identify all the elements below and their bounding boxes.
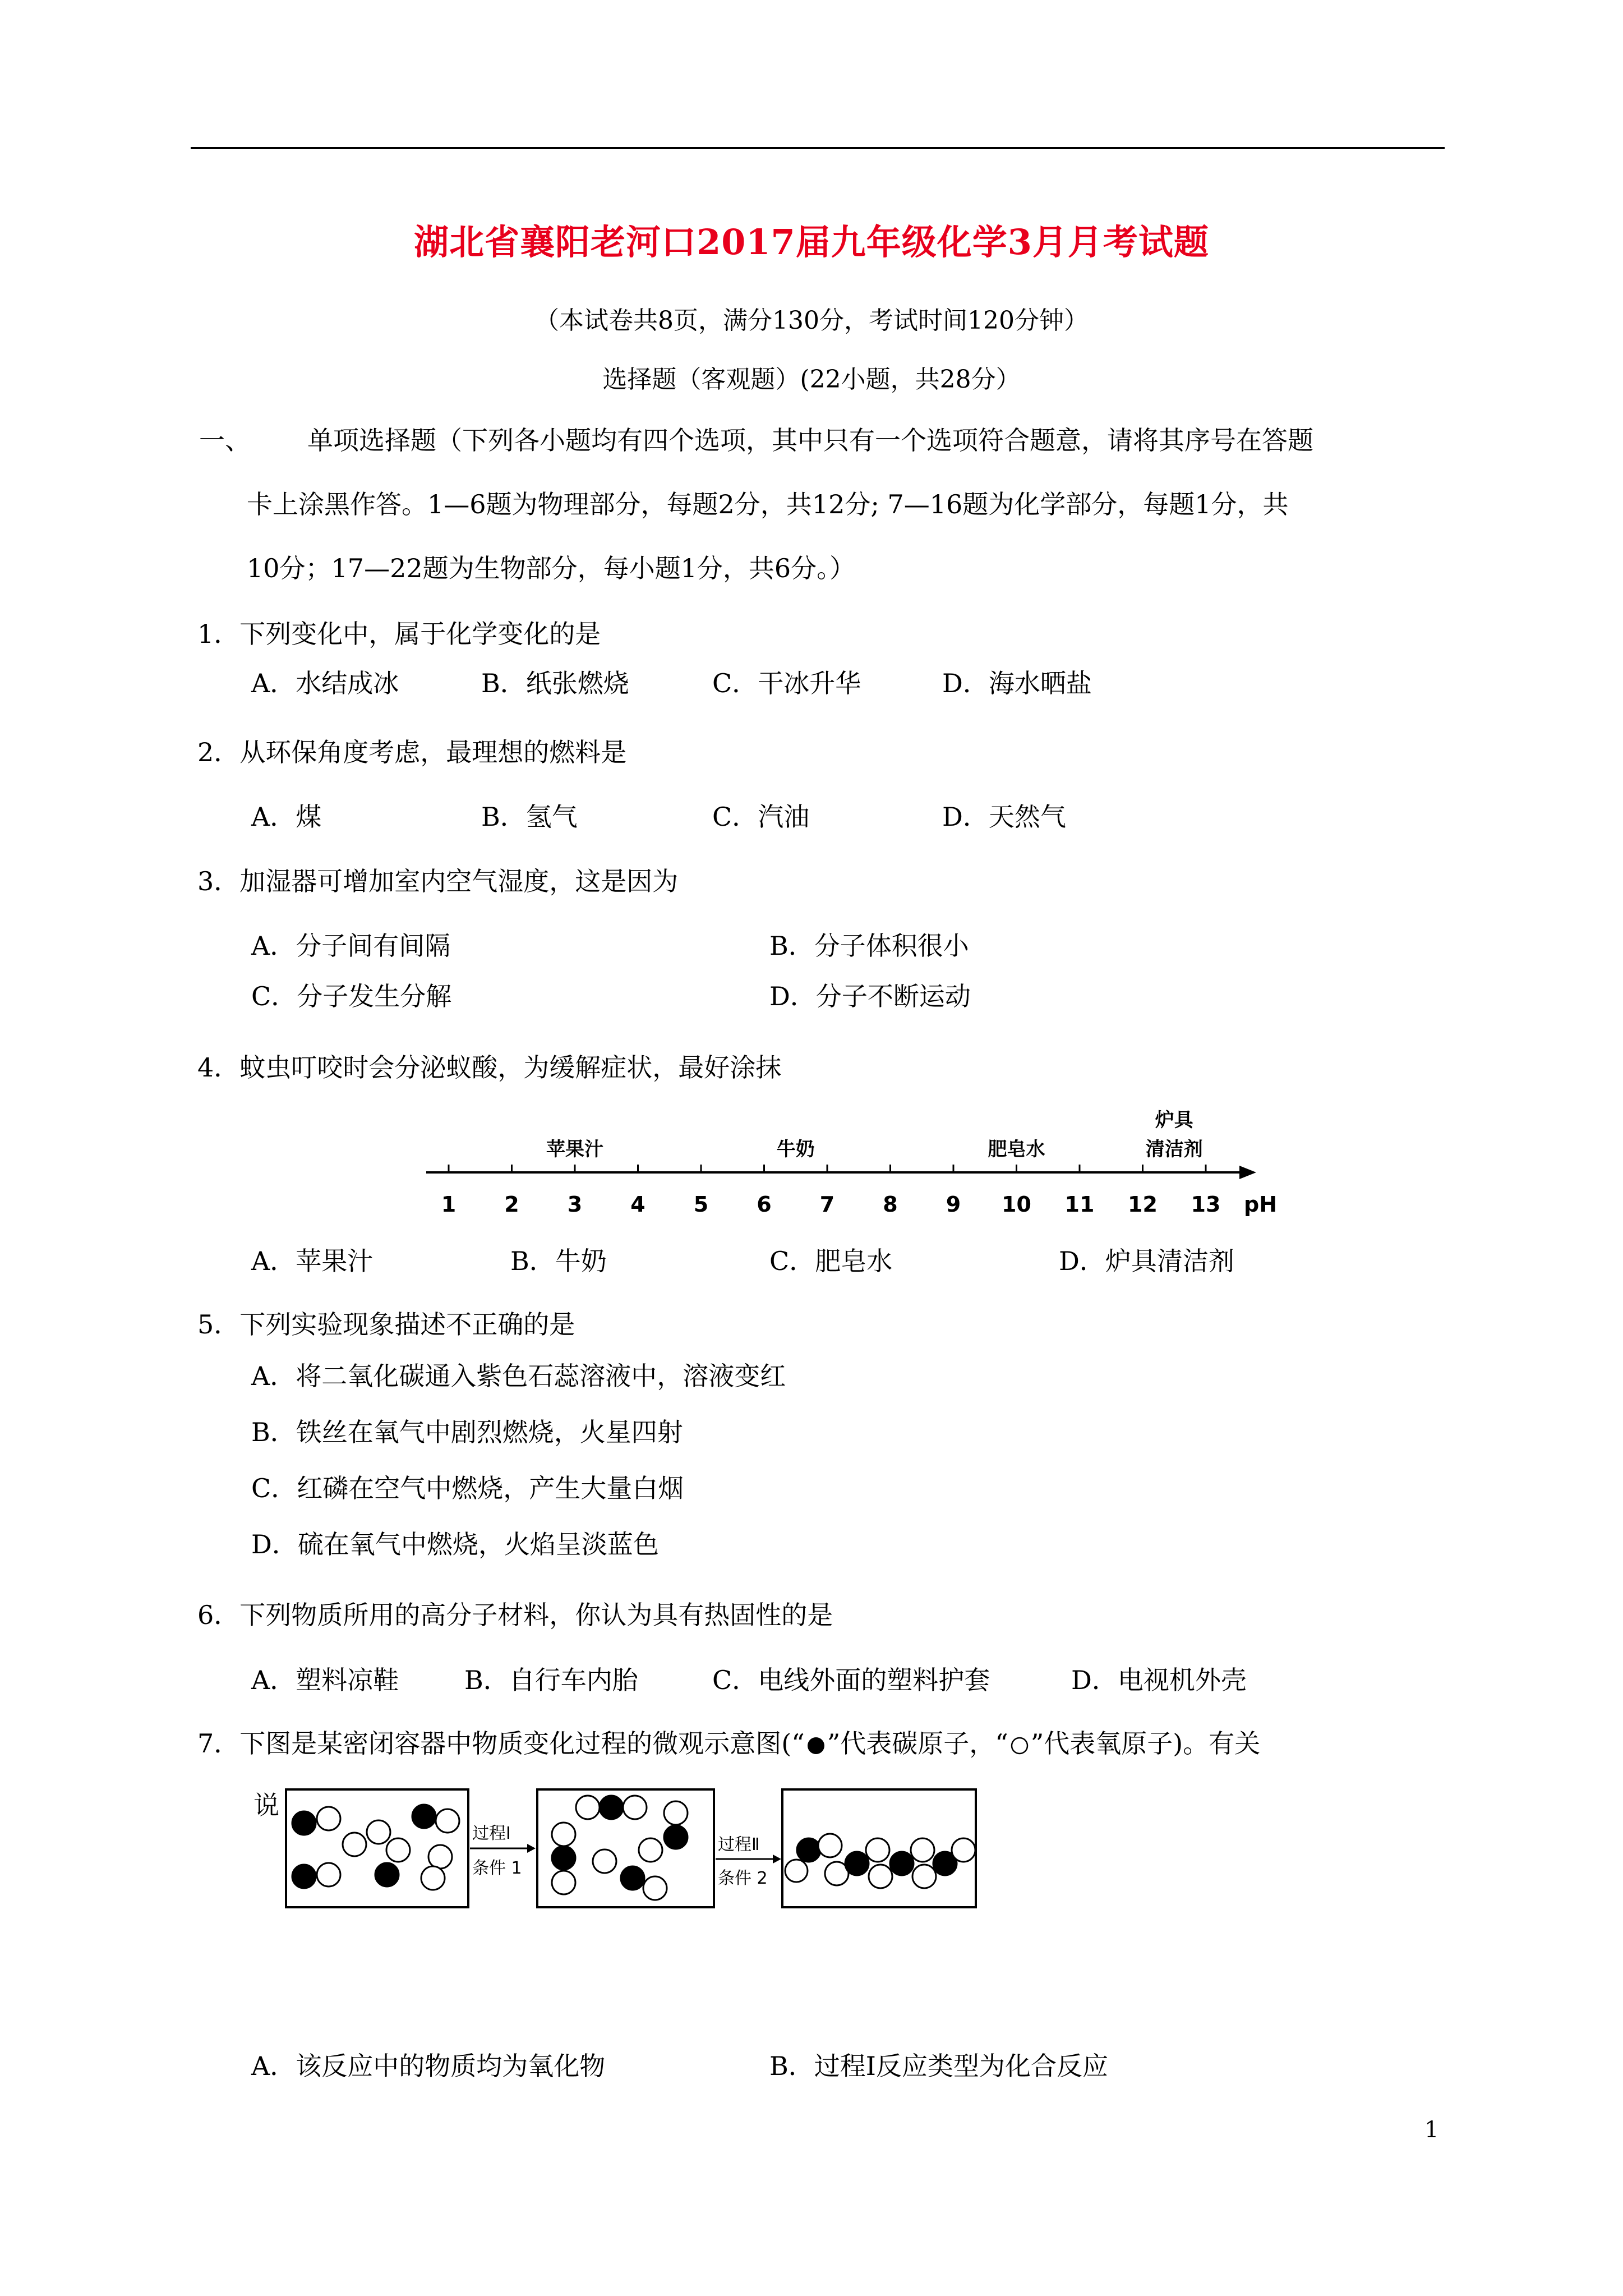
question-1-stem: 1．下列变化中，属于化学变化的是	[197, 619, 601, 649]
carbon-atom	[797, 1838, 820, 1862]
ph-tick-label: 8	[883, 1192, 898, 1217]
oxygen-atom	[343, 1833, 366, 1856]
section-heading: 选择题（客观题）(22小题，共28分）	[602, 365, 1021, 394]
oxygen-atom	[317, 1807, 340, 1830]
oxygen-atom	[912, 1865, 936, 1888]
question-2-option-c: C．汽油	[712, 802, 810, 832]
question-7-stem-continuation: 说	[253, 1790, 279, 1820]
question-6-stem: 6．下列物质所用的高分子材料，你认为具有热固性的是	[197, 1600, 833, 1630]
process-1-label: 过程Ⅰ	[472, 1824, 511, 1843]
oxygen-atom	[952, 1838, 975, 1862]
question-5-stem: 5．下列实验现象描述不正确的是	[197, 1309, 575, 1340]
carbon-atom	[552, 1846, 575, 1870]
page-number: 1	[1424, 2117, 1439, 2143]
oxygen-atom	[421, 1866, 445, 1890]
question-2-option-d: D．天然气	[942, 802, 1066, 832]
carbon-atom	[292, 1865, 316, 1888]
oxygen-atom	[639, 1838, 662, 1862]
ph-tick-label: 10	[1002, 1192, 1031, 1217]
oxygen-atom-icon	[1008, 1731, 1031, 1756]
exam-info: （本试卷共8页，满分130分，考试时间120分钟）	[534, 306, 1089, 335]
page-title: 湖北省襄阳老河口2017届九年级化学3月月考试题	[414, 222, 1209, 263]
oxygen-atom	[317, 1863, 340, 1887]
ph-substance-label: 肥皂水	[988, 1138, 1045, 1161]
question-4-option-c: C．肥皂水	[769, 1246, 893, 1276]
oxygen-atom	[664, 1801, 688, 1825]
oxygen-atom	[367, 1820, 390, 1844]
ph-tick-label: 11	[1064, 1192, 1095, 1217]
question-5-option-c: C．红磷在空气中燃烧，产生大量白烟	[251, 1473, 684, 1503]
oxygen-atom	[552, 1823, 575, 1846]
carbon-atom	[890, 1852, 914, 1875]
question-3-option-c: C．分子发生分解	[251, 981, 452, 1011]
ph-tick-label: 13	[1191, 1192, 1221, 1217]
ph-tick-label: 12	[1128, 1192, 1158, 1217]
question-3-option-d: D．分子不断运动	[769, 981, 971, 1011]
oxygen-atom	[593, 1849, 616, 1873]
oxygen-atom	[818, 1834, 842, 1857]
oxygen-atom	[576, 1796, 600, 1819]
ph-tick-label: 9	[946, 1192, 961, 1217]
question-4-option-b: B．牛奶	[510, 1246, 607, 1276]
question-7-stem-part-2: ”代表碳原子，“	[827, 1728, 1008, 1759]
oxygen-atom	[785, 1860, 808, 1882]
ph-substance-label: 牛奶	[776, 1138, 815, 1161]
oxygen-atom	[866, 1838, 889, 1862]
ph-tick-label: 5	[693, 1192, 709, 1217]
process-2-arrowhead	[773, 1855, 781, 1864]
question-5-option-a: A．将二氧化碳通入紫色石蕊溶液中，溶液变红	[251, 1361, 786, 1391]
oxygen-atom	[428, 1845, 452, 1869]
question-4-stem: 4．蚊虫叮咬时会分泌蚁酸，为缓解症状，最好涂抹	[197, 1052, 782, 1083]
carbon-atom	[375, 1863, 399, 1887]
question-5-option-d: D．硫在氧气中燃烧，火焰呈淡蓝色	[251, 1529, 659, 1559]
condition-2-label: 条件 2	[718, 1869, 768, 1888]
oxygen-atom	[911, 1838, 934, 1862]
question-6-option-a: A．塑料凉鞋	[251, 1665, 399, 1695]
question-6-option-c: C．电线外面的塑料护套	[712, 1665, 990, 1695]
ph-tick-label: 2	[504, 1192, 519, 1217]
ph-tick-label: 7	[819, 1192, 835, 1217]
carbon-atom	[600, 1796, 623, 1819]
question-4-option-a: A．苹果汁	[251, 1246, 374, 1276]
carbon-atom	[621, 1866, 644, 1890]
question-7-option-b: B．过程Ⅰ反应类型为化合反应	[769, 2051, 1108, 2081]
reaction-diagram	[280, 1778, 981, 1913]
question-1-option-a: A．水结成冰	[251, 668, 399, 698]
ph-substance-label: 苹果汁	[546, 1138, 603, 1161]
ph-scale-diagram	[415, 1099, 1279, 1223]
question-1-option-d: D．海水晒盐	[942, 668, 1092, 698]
question-3-option-a: A．分子间有间隔	[251, 931, 451, 961]
ph-substance-label: 炉具	[1155, 1109, 1193, 1131]
ph-tick-label: 4	[630, 1192, 645, 1217]
condition-1-label: 条件 1	[472, 1858, 522, 1878]
process-2-label: 过程Ⅱ	[718, 1835, 760, 1855]
oxygen-atom	[386, 1838, 410, 1862]
section-marker: 一、	[199, 425, 251, 455]
question-6-option-d: D．电视机外壳	[1071, 1665, 1247, 1695]
header-rule	[191, 147, 1445, 149]
oxygen-atom	[623, 1796, 647, 1819]
question-2-option-a: A．煤	[251, 802, 322, 832]
carbon-atom	[412, 1805, 436, 1828]
question-5-option-b: B．铁丝在氧气中剧烈燃烧，火星四射	[251, 1417, 683, 1447]
oxygen-atom	[552, 1871, 575, 1894]
question-7-stem-part-3: ”代表氧原子)。有关	[1030, 1728, 1261, 1759]
question-3-option-b: B．分子体积很小	[769, 931, 969, 961]
oxygen-atom	[643, 1876, 667, 1900]
ph-axis-label: pH	[1244, 1192, 1278, 1217]
question-1-option-c: C．干冰升华	[712, 668, 861, 698]
ph-tick-label: 1	[441, 1192, 457, 1217]
question-3-stem: 3．加湿器可增加室内空气湿度，这是因为	[197, 866, 679, 896]
ph-axis-arrow	[1239, 1166, 1256, 1179]
question-7-stem	[197, 1728, 1261, 1759]
question-1-option-b: B．纸张燃烧	[481, 668, 629, 698]
instruction-line-2: 卡上涂黑作答。1—6题为物理部分，每题2分，共12分; 7—16题为化学部分，每题1分，共	[247, 489, 1289, 519]
question-2-option-b: B．氢气	[481, 802, 578, 832]
instruction-line-1: 单项选择题（下列各小题均有四个选项，其中只有一个选项符合题意，请将其序号在答题	[307, 425, 1313, 455]
oxygen-atom	[436, 1809, 459, 1833]
instruction-line-3: 10分；17—22题为生物部分，每小题1分，共6分。）	[247, 553, 856, 583]
question-2-stem: 2．从环保角度考虑，最理想的燃料是	[197, 737, 627, 767]
carbon-atom	[845, 1852, 869, 1875]
carbon-atom-icon	[805, 1731, 827, 1756]
question-4-option-d: D．炉具清洁剂	[1059, 1246, 1234, 1276]
ph-substance-label: 清洁剂	[1145, 1138, 1203, 1161]
question-7-option-a: A．该反应中的物质均为氧化物	[251, 2051, 606, 2081]
question-7-stem-part-1: 7．下图是某密闭容器中物质变化过程的微观示意图(“	[197, 1728, 805, 1759]
oxygen-atom	[869, 1865, 892, 1888]
question-6-option-b: B．自行车内胎	[464, 1665, 638, 1695]
ph-tick-label: 3	[567, 1192, 583, 1217]
ph-tick-label: 6	[757, 1192, 772, 1217]
carbon-atom	[292, 1811, 316, 1835]
process-1-arrowhead	[527, 1844, 536, 1853]
carbon-atom	[664, 1825, 688, 1849]
